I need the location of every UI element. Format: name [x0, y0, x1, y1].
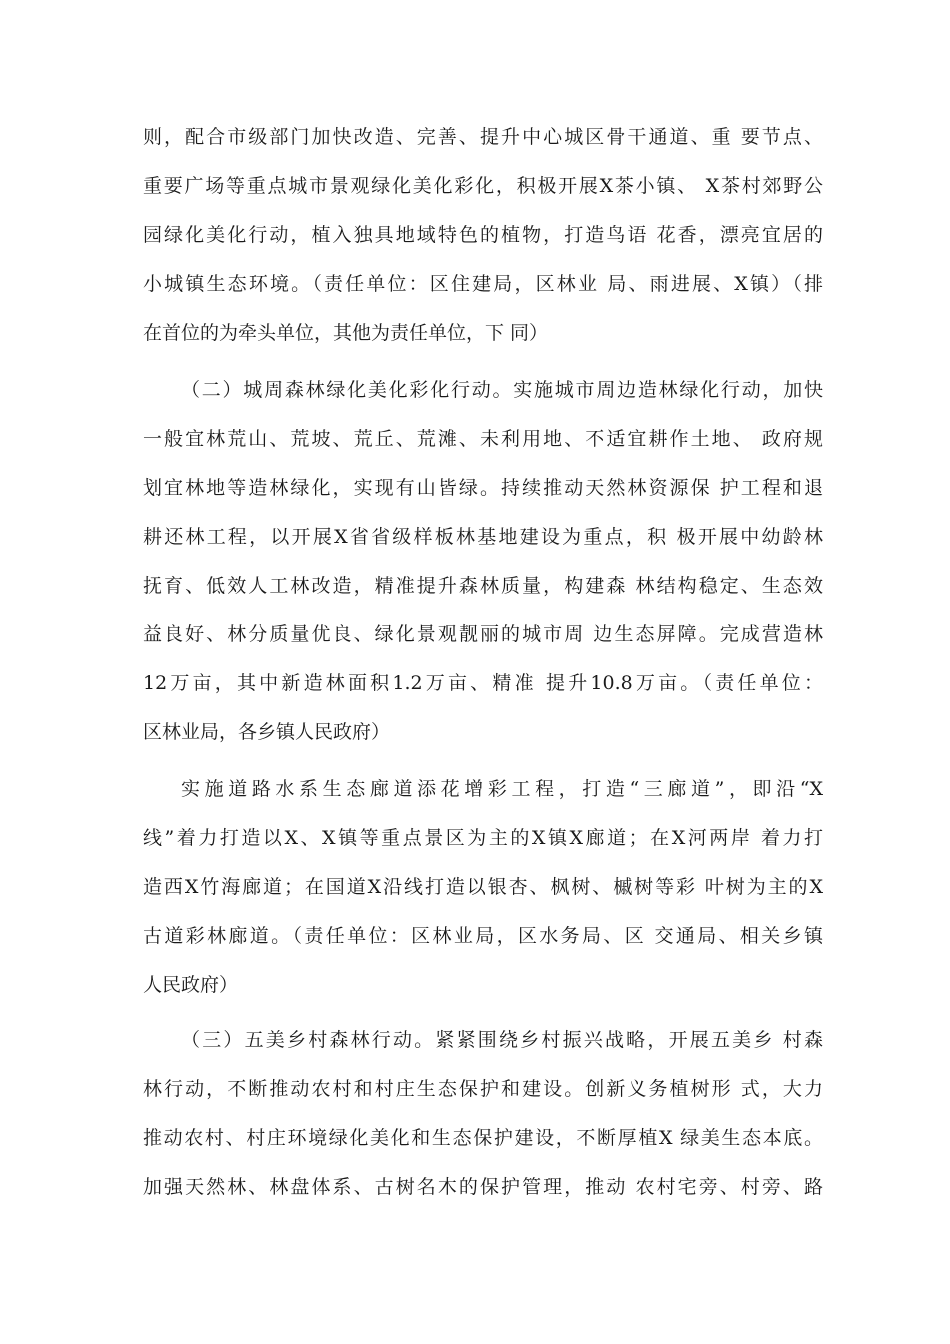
text-line: 小城镇生态环境。（责任单位：区住建局，区林业 局、雨进展、X镇）（排: [143, 272, 823, 295]
text-line: 人民政府）: [143, 973, 239, 996]
text-line: 益良好、林分质量优良、绿化景观靓丽的城市周 边生态屏障。完成营造林: [143, 623, 823, 646]
section-heading-line: （二）城周森林绿化美化彩化行动。实施城市周边造林绿化行动，加快: [181, 379, 823, 401]
text-line: 林行动，不断推动农村和村庄生态保护和建设。创新义务植树形 式，大力: [143, 1077, 823, 1100]
text-line: 一般宜林荒山、荒坡、荒丘、荒滩、未利用地、不适宜耕作土地、 政府规: [143, 427, 823, 450]
paragraph-section-2-forest-greening: [143, 366, 823, 757]
text-line: 划宜林地等造林绿化，实现有山皆绿。持续推动天然林资源保 护工程和退: [143, 476, 823, 499]
text-line: 则，配合市级部门加快改造、完善、提升中心城区骨干通道、重 要节点、: [143, 126, 823, 148]
text-line: 抚育、低效人工林改造，精准提升森林质量，构建森 林结构稳定、生态效: [143, 574, 823, 597]
section-heading-line: （三）五美乡村森林行动。紧紧围绕乡村振兴战略，开展五美乡 村森: [181, 1029, 823, 1051]
text-line: 推动农村、村庄环境绿化美化和生态保护建设，不断厚植X 绿美生态本底。: [143, 1126, 823, 1149]
text-line: 耕还林工程，以开展X省省级样板林基地建设为重点，积 极开展中幼龄林: [143, 525, 823, 548]
text-line: 园绿化美化行动，植入独具地域特色的植物，打造鸟语 花香，漂亮宜居的: [143, 223, 823, 246]
text-line: 12万亩，其中新造林面积1.2万亩、精准 提升10.8万亩。（责任单位：: [143, 672, 823, 695]
paragraph-urban-greening-continued: [143, 113, 823, 357]
text-line: 加强天然林、林盘体系、古树名木的保护管理，推动 农村宅旁、村旁、路: [143, 1175, 823, 1198]
text-line: 在首位的为牵头单位，其他为责任单位，下 同）: [143, 321, 549, 344]
paragraph-corridor-project: [143, 765, 823, 1009]
text-line: 古道彩林廊道。（责任单位：区林业局，区水务局、区 交通局、相关乡镇: [143, 924, 823, 947]
text-line: 造西X竹海廊道；在国道X沿线打造以银杏、枫树、槭树等彩 叶树为主的X: [143, 875, 823, 898]
text-line: 重要广场等重点城市景观绿化美化彩化，积极开展X茶小镇、 X茶村郊野公: [143, 174, 823, 197]
text-line: 线”着力打造以X、X镇等重点景区为主的X镇X廊道；在X河两岸 着力打: [143, 826, 823, 849]
text-line: 区林业局，各乡镇人民政府）: [143, 721, 391, 744]
text-line: 实施道路水系生态廊道添花增彩工程，打造“三廊道”，即沿“X: [181, 778, 823, 800]
paragraph-section-3-rural-forest: [143, 1016, 823, 1212]
